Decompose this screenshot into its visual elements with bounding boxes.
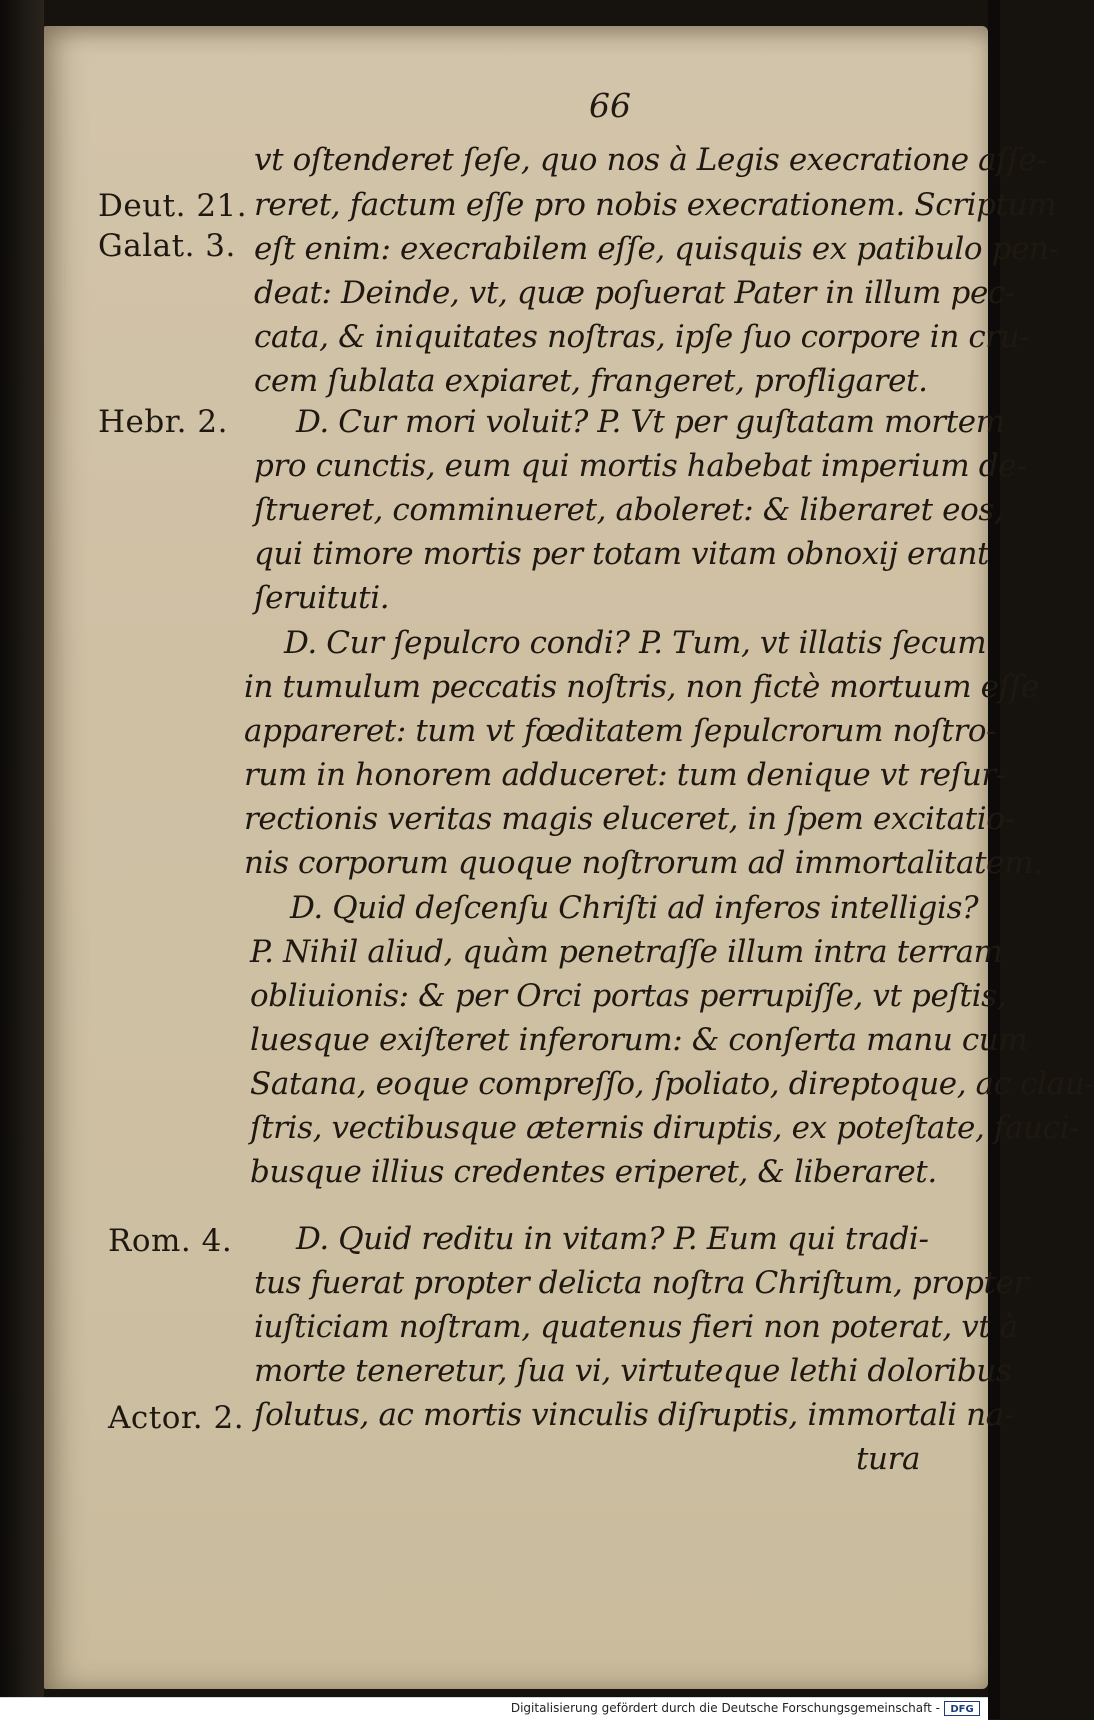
margin-note-galat: Galat. 3.: [98, 228, 236, 264]
book-page: [44, 26, 1094, 1689]
margin-note-rom: Rom. 4.: [108, 1223, 233, 1259]
text-line: in tumulum peccatis noſtris, non fictè mortuum eſſe: [244, 669, 1039, 705]
text-line: D. Quid deſcenſu Chriſti ad inferos intelligis?: [290, 890, 979, 926]
text-line: iuſticiam noſtram, quatenus fieri non poterat, vt à: [254, 1309, 1018, 1345]
text-line: rum in honorem adduceret: tum denique vt reſur-: [244, 757, 1006, 793]
margin-note-hebr: Hebr. 2.: [98, 404, 228, 440]
text-line: Satana, eoque compreſſo, ſpoliato, direptoque, ac clau-: [250, 1066, 1094, 1102]
text-line: pro cunctis, eum qui mortis habebat imperium de-: [254, 448, 1027, 484]
text-line: D. Cur mori voluit? P. Vt per guſtatam mortem: [296, 404, 1005, 440]
text-line: vt oſtenderet ſeſe, quo nos à Legis execratione aſſe-: [254, 142, 1047, 178]
text-line: D. Quid reditu in vitam? P. Eum qui tradi-: [296, 1221, 929, 1257]
text-line: rectionis veritas magis eluceret, in ſpem excitatio-: [244, 801, 1015, 837]
text-line: D. Cur ſepulcro condi? P. Tum, vt illatis ſecum: [284, 625, 987, 661]
page-number: 66: [589, 86, 631, 125]
text-line: morte teneretur, ſua vi, virtuteque lethi doloribus: [254, 1353, 1012, 1389]
text-line: cem ſublata expiaret, frangeret, profligaret.: [254, 363, 928, 399]
text-line: ſolutus, ac mortis vinculis diſruptis, immortali na-: [254, 1397, 1014, 1433]
text-line: obliuionis: & per Orci portas perrupiſſe, vt peſtis,: [250, 978, 1007, 1014]
dfg-logo: DFG: [944, 1701, 980, 1716]
text-line: luesque exiſteret inferorum: & conſerta manu cum: [250, 1022, 1028, 1058]
text-line: ſtris, vectibusque æternis diruptis, ex poteſtate, fauci-: [250, 1110, 1080, 1146]
text-line: cata, & iniquitates noſtras, ipſe ſuo corpore in cru-: [254, 319, 1030, 355]
text-line: ſtrueret, comminueret, aboleret: & liberaret eos,: [254, 492, 1004, 528]
digitization-footer: [0, 1697, 988, 1720]
footer-credit: Digitalisierung gefördert durch die Deutsche Forschungsgemeinschaft -: [510, 1701, 940, 1715]
margin-note-actor: Actor. 2.: [108, 1400, 245, 1436]
margin-note-deut: Deut. 21.: [98, 188, 248, 224]
text-line: reret, factum eſſe pro nobis execrationem. Scriptum: [254, 187, 1057, 223]
text-line: deat: Deinde, vt, quæ poſuerat Pater in illum pec-: [254, 275, 1015, 311]
text-line: eſt enim: execrabilem eſſe, quisquis ex patibulo pen-: [254, 231, 1059, 267]
text-line: nis corporum quoque noſtrorum ad immortalitatem.: [244, 845, 1043, 881]
text-line: tus fuerat propter delicta noſtra Chriſtum, propter: [254, 1265, 1028, 1301]
text-line: appareret: tum vt fœditatem ſepulcrorum noſtro-: [244, 713, 997, 749]
text-line: P. Nihil aliud, quàm penetraſſe illum intra terram: [250, 934, 1003, 970]
text-line: busque illius credentes eriperet, & liberaret.: [250, 1154, 937, 1190]
book-spine-shadow: [0, 0, 44, 1719]
text-line: qui timore mortis per totam vitam obnoxij erant: [254, 536, 990, 572]
text-line: tura: [856, 1441, 921, 1477]
text-line: ſeruituti.: [254, 580, 390, 616]
